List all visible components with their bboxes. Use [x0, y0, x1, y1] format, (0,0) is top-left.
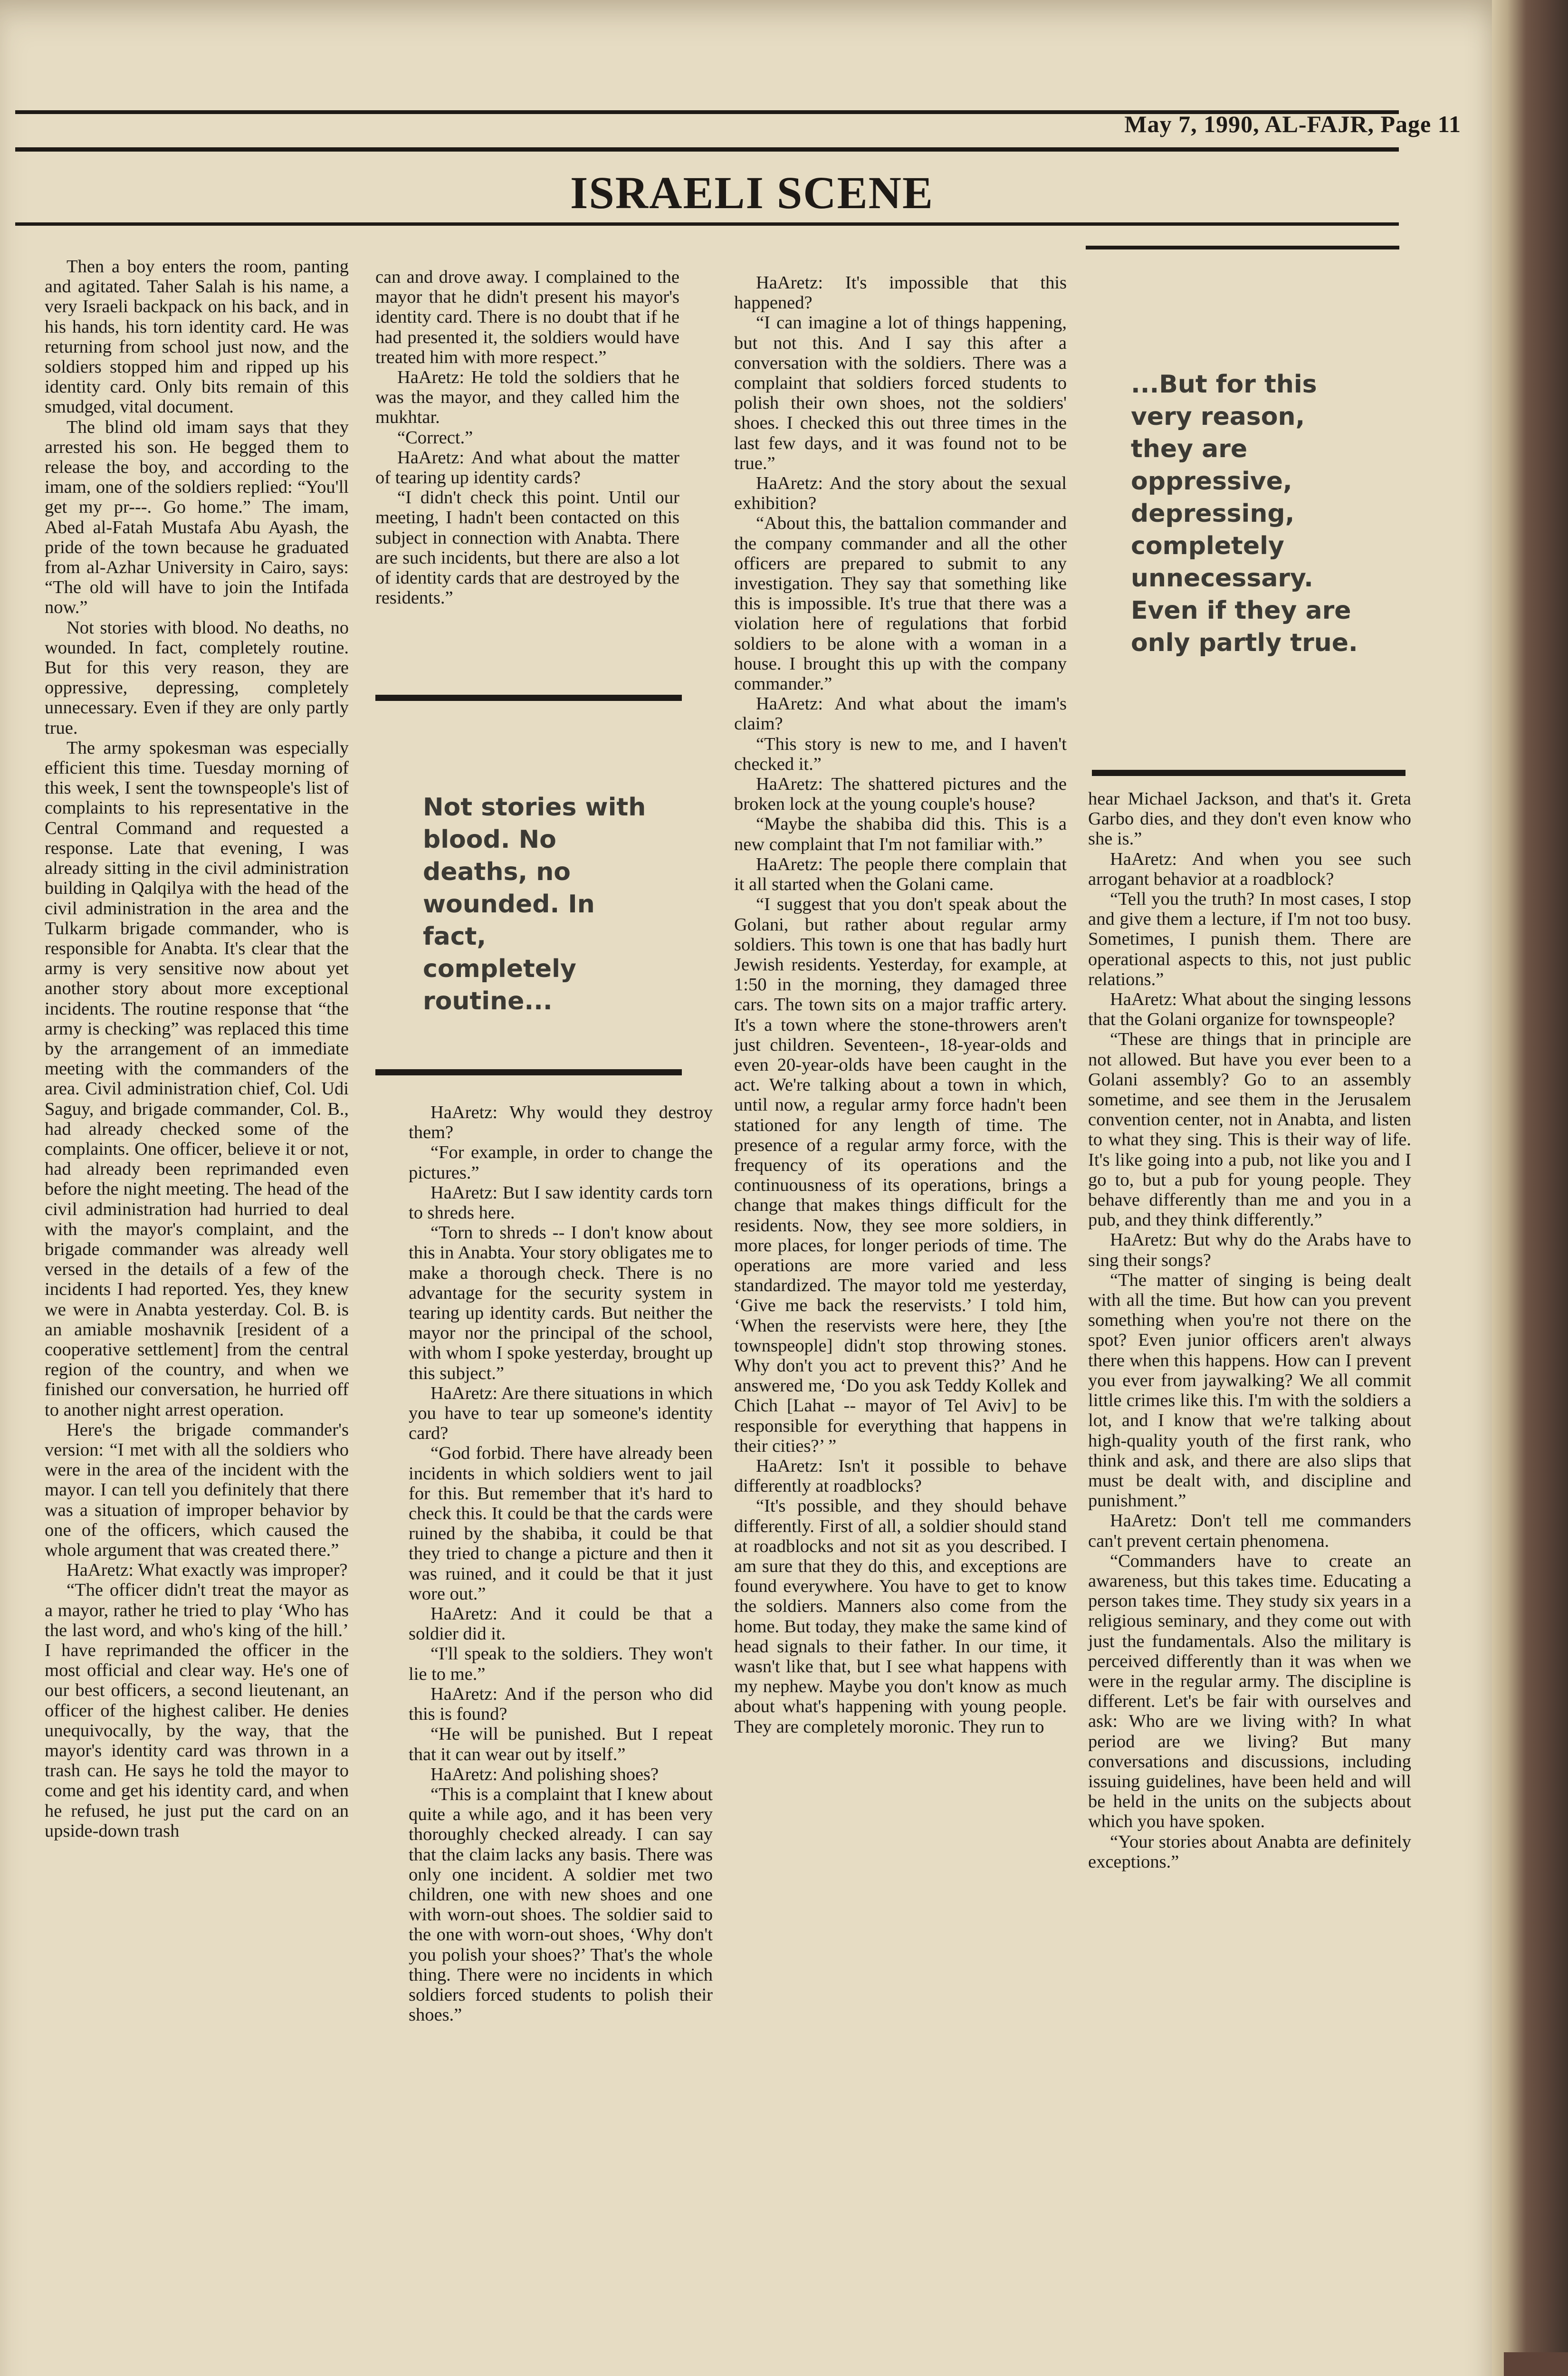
header-rule-middle [15, 147, 1399, 152]
paragraph: “Commanders have to create an awareness, but this takes time. Educating a person takes time. They study six years in a religious seminary, and they come out with just the fundamentals. Also the military is perceived differently than it was when we were in the regular army. The discipline is different. Let's be fair with ourselves and ask: Who are we living with? In what period are we living? But many conversations and discussions, including issuing guidelines, have been held and will be held in the units on the subjects about which you have spoken. [1088, 1551, 1411, 1832]
paragraph: The blind old imam says that they arrested his son. He begged them to release the boy, and according to the imam, one of the soldiers replied: “You'll get my pr---. Go home.” The imam, Abed al-Fatah Mustafa Abu Ayash, the pride of the town because he graduated from al-Azhar University in Cairo, says: “The old will have to join the Intifada now.” [45, 417, 349, 618]
paragraph: HaAretz: And what about the matter of tearing up identity cards? [375, 447, 679, 488]
paragraph: HaAretz: What about the singing lessons that the Golani organize for townspeople? [1088, 989, 1411, 1030]
paragraph: “I suggest that you don't speak about the Golani, but rather about regular army soldiers. This town is one that has badly hurt Jewish residents. Yesterday, for example, at 1:50 in the morning, they damaged three cars. The town sits on a major traffic artery. It's a town where the stone-throwers aren't just children. Seventeen-, 18-year-olds and even 20-year-olds have been caught in the act. We're talking about a town in which, until now, a regular army force hadn't been stationed for any length of time. The presence of a regular army force, with the frequency of its operations and the continuousness of its operations, brings a change that makes things difficult for the residents. Now, they see more soldiers, in more places, for longer periods of time. The operations are more varied and less standardized. The mayor told me yesterday, ‘Give me back the reservists.’ I told him, ‘When the reservists were here, they [the townspeople] didn't stop throwing stones. Why don't you act to prevent this?’ And he answered me, ‘Do you ask Teddy Kollek and Chich [Lahat -- mayor of Tel Aviv] to be responsible for everything that happens in their cities?’ ” [734, 894, 1067, 1456]
paragraph: “Tell you the truth? In most cases, I stop and give them a lecture, if I'm not too busy. Sometimes, I punish them. There are operational aspects to this, not just public relations.” [1088, 889, 1411, 989]
book-binding [1492, 0, 1568, 2376]
paragraph: “This story is new to me, and I haven't checked it.” [734, 734, 1067, 774]
pull-quote-left: Not stories with blood. No deaths, no wounded. In fact, completely routine... [423, 793, 646, 1016]
paragraph: HaAretz: But why do the Arabs have to sing their songs? [1088, 1230, 1411, 1270]
paragraph: “For example, in order to change the pictures.” [409, 1142, 713, 1183]
paragraph: Here's the brigade commander's version: “I met with all the soldiers who were in the area of the incident with the mayor. I can tell you definitely that there was a situation of improper behavior by one of the officers, which caused the whole argument that was created there.” [45, 1419, 349, 1560]
section-rule-right [1086, 246, 1399, 249]
paragraph: “It's possible, and they should behave differently. First of all, a soldier should stand at roadblocks and not sit as you described. I am sure that they do this, and exceptions are found everywhere. You have to get to know the soldiers. Manners also come from the home. But today, they make the same kind of head signals to their father. In our time, it wasn't like that, but I see what happens with my nephew. Maybe you don't know as much about what's happening with young people. They are completely moronic. They run to [734, 1496, 1067, 1737]
paragraph: HaAretz: And if the person who did this is found? [409, 1684, 713, 1725]
dateline: May 7, 1990, AL-FAJR, Page 11 [1124, 111, 1461, 137]
paragraph: HaAretz: Are there situations in which you have to tear up someone's identity card? [409, 1383, 713, 1444]
paragraph: HaAretz: And it could be that a soldier did it. [409, 1604, 713, 1644]
pull-quote-rule-top [375, 695, 682, 701]
paragraph: HaAretz: He told the soldiers that he was the mayor, and they called him the mukhtar. [375, 367, 679, 428]
paragraph: “I didn't check this point. Until our meeting, I hadn't been contacted on this subject in connection with Anabta. There are such incidents, but there are also a lot of identity cards that are destroyed by the residents.” [375, 488, 679, 608]
paragraph: hear Michael Jackson, and that's it. Greta Garbo dies, and they don't even know who she is.” [1088, 789, 1411, 849]
article-column-2-lower [409, 1102, 713, 2025]
section-rule-left [15, 222, 1399, 226]
section-title: ISRAELI SCENE [570, 167, 934, 218]
paragraph: HaAretz: The people there complain that it all started when the Golani came. [734, 854, 1067, 895]
pull-quote-right-rule [1092, 770, 1405, 776]
paragraph: “The matter of singing is being dealt with all the time. But how can you prevent something when you're not there on the spot? Even junior officers aren't always there when this happens. How can I prevent you ever from jaywalking? We all commit little crimes like this. I'm with the soldiers a lot, and I know that we're talking about high-quality youth of the first rank, who think and ask, and there are also slips that must be dealt with, and discipline and punishment.” [1088, 1270, 1411, 1511]
binding-edge [1504, 2352, 1568, 2376]
paragraph: “I can imagine a lot of things happening, but not this. And I say this after a conversation with the soldiers. There was a complaint that soldiers forced students to polish their own shoes, not the soldiers' shoes. I checked this out three times in the last few days, and it was found not to be true.” [734, 313, 1067, 473]
paragraph: “Torn to shreds -- I don't know about this in Anabta. Your story obligates me to make a thorough check. There is no advantage for the security system in tearing up identity cards. But neither the mayor nor the principal of the school, with whom I spoke yesterday, brought up this subject.” [409, 1223, 713, 1383]
paragraph: HaAretz: And what about the imam's claim? [734, 694, 1067, 734]
paragraph: “These are things that in principle are not allowed. But have you ever been to a Golani assembly? Go to an assembly sometime, and see them in the Jerusalem convention center, not in Anabta, and listen to what they sing. This is their way of life. It's like going into a pub, not like you and I go to, but a pub for young people. They behave differently than me and you in a pub, and they think differently.” [1088, 1029, 1411, 1230]
article-column-4 [1088, 789, 1411, 1872]
paragraph: “The officer didn't treat the mayor as a mayor, rather he tried to play ‘Who has the last word, and who's king of the hill.’ I have reprimanded the officer in the most official and clear way. He's one of our best officers, a second lieutenant, an officer of the highest caliber. He denies unequivocally, by the way, that the mayor's identity card was thrown in a trash can. He says he told the mayor to come and get his identity card, and when he refused, he just put the card on an upside-down trash [45, 1580, 349, 1841]
paragraph: “He will be punished. But I repeat that it can wear out by itself.” [409, 1724, 713, 1764]
paragraph: HaAretz: And polishing shoes? [430, 1764, 659, 1784]
paragraph: Not stories with blood. No deaths, no wounded. In fact, completely routine. But for this very reason, they are oppressive, depressing, completely unnecessary. Even if they are only partly true. [45, 617, 349, 738]
paragraph: “I'll speak to the soldiers. They won't lie to me.” [409, 1644, 713, 1684]
paragraph: HaAretz: And the story about the sexual exhibition? [734, 473, 1067, 514]
paragraph: “God forbid. There have already been incidents in which soldiers went to jail for this. But remember that it's hard to check this. It could be that the cards were ruined by the shabiba, it could be that they tried to change a picture and then it was ruined, and it could be that it just wore out.” [409, 1443, 713, 1604]
paragraph: The army spokesman was especially efficient this time. Tuesday morning of this week, I sent the townspeople's list of complaints to his representative in the Central Command and requested a response. Late that evening, I was already sitting in the civil administration building in Qalqilya with the head of the civil administration in the area and the Tulkarm brigade commander, who is responsible for Anabta. It's clear that the army is very sensitive now about yet another story about more exceptional incidents. The routine response that “the army is checking” was replaced this time by the arrangement of an immediate meeting with the commanders of the area. Civil administration chief, Col. Udi Saguy, and brigade commander, Col. B., had already checked some of the complaints. One officer, believe it or not, had already been reprimanded even before the night meeting. The head of the civil administration had hurried to deal with the mayor's complaint, and the brigade commander was already well versed in the details of a few of the incidents I had reported. Yes, they knew we were in Anabta yesterday. Col. B. is an amiable moshavnik [resident of a cooperative settlement] from the central region of the country, and when we finished our conversation, he hurried off to another night arrest operation. [45, 738, 349, 1420]
paragraph: HaAretz: And when you see such arrogant behavior at a roadblock? [1088, 849, 1411, 889]
paragraph: “Correct.” [397, 427, 473, 448]
paragraph: HaAretz: Don't tell me commanders can't prevent certain phenomena. [1088, 1511, 1411, 1551]
paragraph: “Maybe the shabiba did this. This is a new complaint that I'm not familiar with.” [734, 814, 1067, 854]
paragraph: HaAretz: Why would they destroy them? [409, 1102, 713, 1143]
paragraph: HaAretz: But I saw identity cards torn to shreds here. [409, 1182, 713, 1223]
article-column-1 [45, 257, 349, 1841]
article-column-2 [375, 267, 679, 608]
paragraph: Then a boy enters the room, panting and agitated. Taher Salah is his name, a very Israeli backpack on his back, and in his hands, his torn identity card. He was returning from school just now, and the soldiers stopped him and ripped up his identity card. Only bits remain of this smudged, vital document. [45, 257, 349, 417]
paragraph: HaAretz: What exactly was improper? [67, 1560, 348, 1581]
paragraph: can and drove away. I complained to the mayor that he didn't present his mayor's identity card. There is no doubt that if he had presented it, the soldiers would have treated him with more respect.” [375, 267, 679, 367]
paragraph: “This is a complaint that I knew about quite a while ago, and it has been very thoroughly checked already. I can say that the claim lacks any basis. There was only one incident. A soldier met two children, one with new shoes and one with worn-out shoes. The soldier said to the one with worn-out shoes, ‘Why don't you polish your shoes?’ That's the whole thing. There were no incidents in which soldiers forced students to polish their shoes.” [409, 1784, 713, 2025]
pull-quote-rule-bottom [375, 1069, 682, 1075]
paragraph: HaAretz: Isn't it possible to behave differently at roadblocks? [734, 1456, 1067, 1496]
article-column-3 [734, 273, 1067, 1737]
paragraph: HaAretz: It's impossible that this happened? [734, 273, 1067, 313]
paragraph: “Your stories about Anabta are definitely exceptions.” [1088, 1831, 1411, 1872]
pull-quote-right: ...But for this very reason, they are oppressive, depressing, completely unnecessary. Even if they are only partly true. [1131, 370, 1358, 657]
paragraph: HaAretz: The shattered pictures and the broken lock at the young couple's house? [734, 774, 1067, 814]
paragraph: “About this, the battalion commander and the company commander and all the other officers are prepared to submit to any investigation. They say that something like this is impossible. It's true that there was a violation here of regulations that forbid soldiers to be alone with a woman in a house. I brought this up with the company commander.” [734, 513, 1067, 694]
